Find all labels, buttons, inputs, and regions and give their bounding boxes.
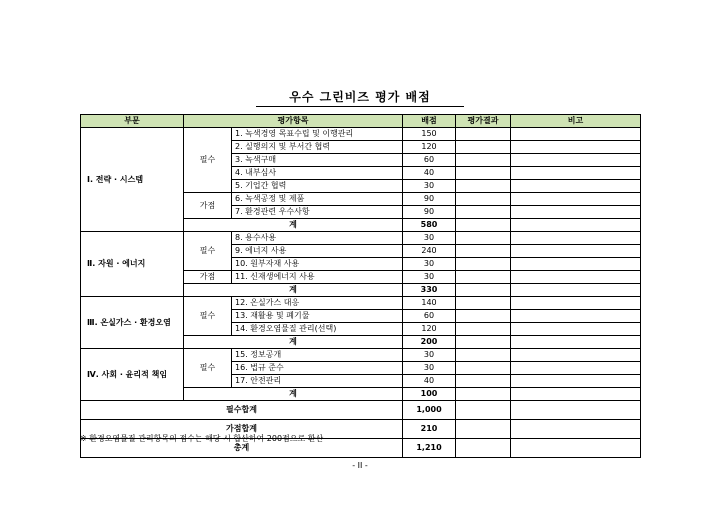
subtotal-label: 계 [184,336,403,349]
result-cell[interactable] [456,271,511,284]
item-score: 40 [403,167,456,180]
remarks-cell[interactable] [511,388,641,401]
section-name: Ⅱ. 자원 · 에너지 [81,232,184,297]
item-score: 30 [403,180,456,193]
item-label: 4. 내부심사 [232,167,403,180]
result-cell[interactable] [456,245,511,258]
result-cell[interactable] [456,439,511,458]
required-label: 필수 [184,297,232,336]
item-label: 14. 환경오염물질 관리(선택) [232,323,403,336]
header-remarks: 비고 [511,115,641,128]
subtotal-score: 200 [403,336,456,349]
remarks-cell[interactable] [511,401,641,420]
item-label: 3. 녹색구매 [232,154,403,167]
remarks-cell[interactable] [511,141,641,154]
result-cell[interactable] [456,375,511,388]
item-label: 8. 용수사용 [232,232,403,245]
subtotal-label: 계 [184,219,403,232]
summary-score: 1,210 [403,439,456,458]
remarks-cell[interactable] [511,362,641,375]
remarks-cell[interactable] [511,439,641,458]
remarks-cell[interactable] [511,128,641,141]
summary-row-required [81,401,641,420]
header-score: 배점 [403,115,456,128]
result-cell[interactable] [456,128,511,141]
table-row [81,349,641,362]
result-cell[interactable] [456,310,511,323]
table-header-row [81,115,641,128]
result-cell[interactable] [456,206,511,219]
remarks-cell[interactable] [511,154,641,167]
result-cell[interactable] [456,401,511,420]
result-cell[interactable] [456,349,511,362]
item-score: 30 [403,362,456,375]
remarks-cell[interactable] [511,349,641,362]
result-cell[interactable] [456,141,511,154]
result-cell[interactable] [456,180,511,193]
item-label: 15. 정보공개 [232,349,403,362]
result-cell[interactable] [456,420,511,439]
item-label: 9. 에너지 사용 [232,245,403,258]
item-score: 120 [403,141,456,154]
remarks-cell[interactable] [511,167,641,180]
subtotal-score: 330 [403,284,456,297]
item-label: 6. 녹색공정 및 제품 [232,193,403,206]
section-name: Ⅲ. 온실가스 · 환경오염 [81,297,184,349]
item-label: 1. 녹색경영 목표수립 및 이행관리 [232,128,403,141]
summary-label: 총계 [81,439,403,458]
title-underline [256,106,464,107]
table-row [81,297,641,310]
item-label: 17. 안전관리 [232,375,403,388]
item-score: 30 [403,349,456,362]
item-score: 60 [403,310,456,323]
optional-label: 가점 [184,271,232,284]
item-score: 60 [403,154,456,167]
result-cell[interactable] [456,193,511,206]
summary-score: 1,000 [403,401,456,420]
table-row [81,232,641,245]
item-label: 7. 환경관련 우수사항 [232,206,403,219]
item-score: 90 [403,206,456,219]
summary-label: 가점합계 [81,420,403,439]
remarks-cell[interactable] [511,375,641,388]
item-label: 10. 원부자재 사용 [232,258,403,271]
remarks-cell[interactable] [511,310,641,323]
item-score: 40 [403,375,456,388]
item-score: 140 [403,297,456,310]
subtotal-label: 계 [184,388,403,401]
remarks-cell[interactable] [511,297,641,310]
remarks-cell[interactable] [511,271,641,284]
item-score: 30 [403,258,456,271]
remarks-cell[interactable] [511,420,641,439]
required-label: 필수 [184,128,232,193]
summary-score: 210 [403,420,456,439]
subtotal-score: 580 [403,219,456,232]
item-label: 16. 법규 준수 [232,362,403,375]
remarks-cell[interactable] [511,232,641,245]
subtotal-label: 계 [184,284,403,297]
score-table [80,114,641,458]
result-cell[interactable] [456,336,511,349]
result-cell[interactable] [456,232,511,245]
required-label: 필수 [184,349,232,388]
result-cell[interactable] [456,219,511,232]
item-label: 5. 기업간 협력 [232,180,403,193]
item-score: 90 [403,193,456,206]
section-name: Ⅳ. 사회 · 윤리적 책임 [81,349,184,401]
summary-label: 필수합계 [81,401,403,420]
result-cell[interactable] [456,323,511,336]
result-cell[interactable] [456,154,511,167]
optional-label: 가점 [184,193,232,219]
footnote: ※ 환경오염물질 관리항목의 점수는 해당 시 합산하여 200점으로 환산 [80,434,324,443]
header-item: 평가항목 [184,115,403,128]
header-result: 평가결과 [456,115,511,128]
result-cell[interactable] [456,362,511,375]
result-cell[interactable] [456,284,511,297]
result-cell[interactable] [456,297,511,310]
section-name: Ⅰ. 전략 · 시스템 [81,128,184,232]
item-score: 240 [403,245,456,258]
item-label: 2. 실행의지 및 부서간 협력 [232,141,403,154]
remarks-cell[interactable] [511,323,641,336]
remarks-cell[interactable] [511,206,641,219]
result-cell[interactable] [456,388,511,401]
result-cell[interactable] [456,258,511,271]
header-division: 부문 [81,115,184,128]
remarks-cell[interactable] [511,258,641,271]
remarks-cell[interactable] [511,284,641,297]
item-score: 30 [403,232,456,245]
item-score: 30 [403,271,456,284]
remarks-cell[interactable] [511,219,641,232]
item-label: 11. 신재생에너지 사용 [232,271,403,284]
item-score: 150 [403,128,456,141]
document-title: 우수 그린비즈 평가 배점 [289,90,431,104]
result-cell[interactable] [456,167,511,180]
remarks-cell[interactable] [511,245,641,258]
item-label: 13. 재활용 및 폐기물 [232,310,403,323]
table-row [81,128,641,141]
item-label: 12. 온실가스 대응 [232,297,403,310]
remarks-cell[interactable] [511,336,641,349]
remarks-cell[interactable] [511,193,641,206]
item-score: 120 [403,323,456,336]
required-label: 필수 [184,232,232,271]
page-number: - II - [352,461,368,470]
subtotal-score: 100 [403,388,456,401]
remarks-cell[interactable] [511,180,641,193]
